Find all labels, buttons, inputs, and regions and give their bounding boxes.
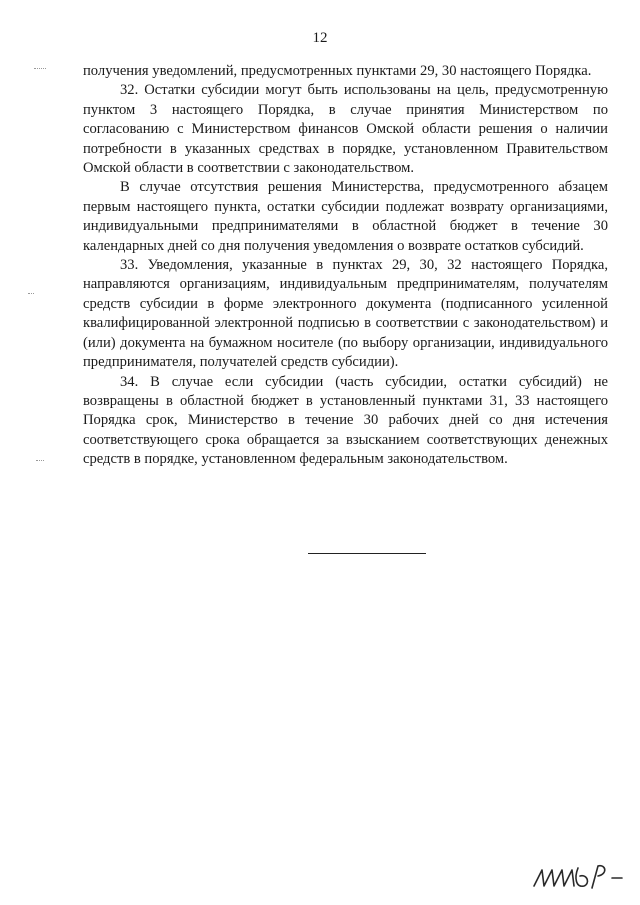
paragraph-32-second: В случае отсутствия решения Министерства, предусмотренного абзацем первым настоящего пункта, остатки субсидии подлежат возврату организациями, индивидуальными предпринимателями в областной бюджет в течение 30 календарных дней со дня получения уведомления о возврате остатков субсидий.	[83, 179, 608, 254]
scan-margin-mark	[36, 460, 44, 461]
paragraph-33: 33. Уведомления, указанные в пунктах 29, 30, 32 настоящего Порядка, направляются организациям, индивидуальным предпринимателям, получателям средств субсидии в форме электронного документа (подписанного усиленной квалифицированной электронной подписью в соответствии с законодательством) и (или) документа на бумажном носителе (по выбору организации, индивидуального предпринимателя, получателей средств субсидии).	[83, 257, 608, 371]
scan-margin-mark	[28, 293, 34, 294]
paragraph-34: 34. В случае если субсидии (часть субсидии, остатки субсидий) не возвращены в областной бюджет в установленный пунктами 31, 33 настоящего Порядка срок, Министерство в течение 30 рабочих дней со дня истечения соответствующего срока обращается за взысканием соответствующих денежных средств в порядке, установленном федеральным законодательством.	[83, 373, 608, 468]
document-body	[83, 62, 608, 470]
end-divider-line	[308, 553, 426, 554]
handwritten-signature	[528, 858, 628, 898]
page-number: 12	[312, 30, 328, 46]
scan-margin-mark	[34, 68, 46, 69]
paragraph-32: 32. Остатки субсидии могут быть использованы на цель, предусмотренную пунктом 3 настоящего Порядка, в случае принятия Министерством по согласованию с Министерством финансов Омской области решения о наличии потребности в указанных средствах в порядке, установленном Правительством Омской области в соответствии с законодательством.	[83, 82, 608, 177]
paragraph-continuation: получения уведомлений, предусмотренных пунктами 29, 30 настоящего Порядка.	[83, 63, 592, 79]
